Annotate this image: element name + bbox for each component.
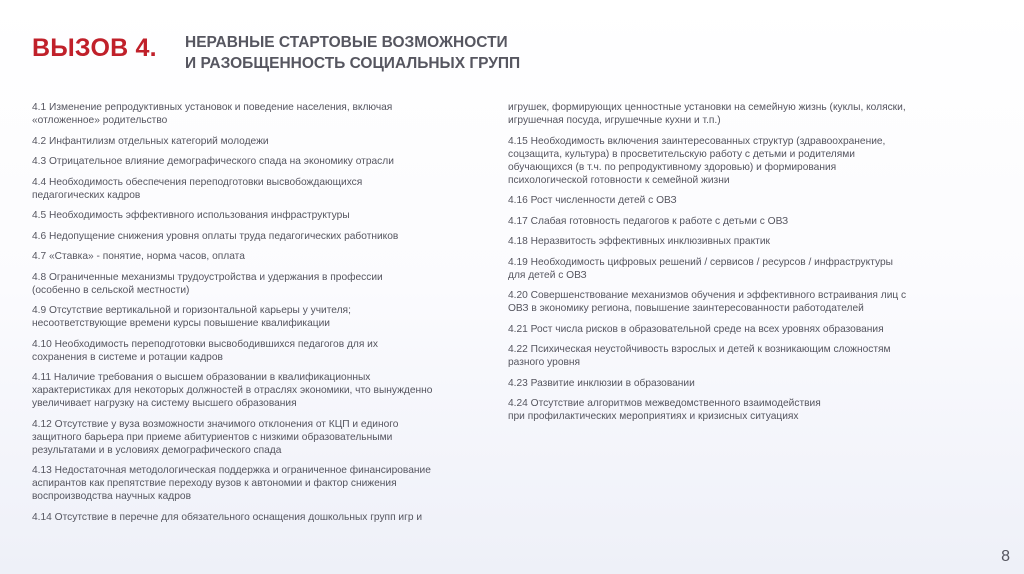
right-column — [508, 101, 978, 431]
list-item: игрушек, формирующих ценностные установки на семейную жизнь (куклы, коляски, игрушечная посуда, игрушечные кухни и т.п.) — [508, 102, 906, 126]
list-item: 4.11 Наличие требования о высшем образовании в квалификационных характеристиках для некоторых должностей в отраслях экономики, что вынужденно увеличивает нагрузку на систему высшего образования — [32, 372, 433, 409]
list-item: 4.13 Недостаточная методологическая поддержка и ограниченное финансирование аспирантов как препятствие переходу вузов к автономии и фактор снижения воспроизводства научных кадров — [32, 465, 431, 502]
list-item: 4.19 Необходимость цифровых решений / сервисов / ресурсов / инфраструктуры для детей с ОВЗ — [508, 256, 893, 281]
list-item: 4.16 Рост численности детей с ОВЗ — [508, 195, 677, 206]
list-item: 4.8 Ограниченные механизмы трудоустройства и удержания в профессии (особенно в сельской местности) — [32, 271, 383, 296]
list-item: 4.15 Необходимость включения заинтересованных структур (здравоохранение, соцзащита, культура) в просветительскую работу с детьми и родителями обучающихся (в т.ч. по репродуктивному здоровью) и формирования психологической готовности к семейной жизни — [508, 135, 886, 186]
page-number: 8 — [1001, 548, 1010, 565]
list-item: 4.18 Неразвитость эффективных инклюзивных практик — [508, 236, 770, 247]
list-item: 4.23 Развитие инклюзии в образовании — [508, 377, 695, 389]
list-item: 4.24 Отсутствие алгоритмов межведомственного взаимодействия при профилактических мероприятиях и кризисных ситуациях — [508, 398, 821, 422]
slide-title — [185, 32, 520, 74]
list-item: 4.4 Необходимость обеспечения переподготовки высвобождающихся педагогических кадров — [32, 176, 363, 201]
slide-title-line-1: НЕРАВНЫЕ СТАРТОВЫЕ ВОЗМОЖНОСТИ — [185, 34, 508, 51]
list-item: 4.1 Изменение репродуктивных установок и поведение населения, включая «отложенное» родительство — [32, 102, 393, 126]
list-item: 4.9 Отсутствие вертикальной и горизонтальной карьеры у учителя; несоответствующие времени курсы повышение квалификации — [32, 305, 351, 329]
left-column — [32, 101, 494, 531]
list-item: 4.7 «Ставка» - понятие, норма часов, оплата — [32, 251, 245, 262]
list-item: 4.10 Необходимость переподготовки высвободившихся педагогов для их сохранения в системе и ротации кадров — [32, 338, 378, 363]
list-item: 4.3 Отрицательное влияние демографического спада на экономику отрасли — [32, 156, 394, 167]
challenge-label: ВЫЗОВ 4. — [32, 34, 157, 62]
list-item: 4.14 Отсутствие в перечне для обязательного оснащения дошкольных групп игр и — [32, 511, 423, 523]
list-item: 4.5 Необходимость эффективного использования инфраструктуры — [32, 210, 350, 221]
list-item: 4.12 Отсутствие у вуза возможности значимого отклонения от КЦП и единого защитного барьера при приеме абитуриентов с низкими образовательными результатами и в условиях демографического спада — [32, 418, 399, 456]
slide-title-line-2: И РАЗОБЩЕННОСТЬ СОЦИАЛЬНЫХ ГРУПП — [185, 55, 521, 72]
list-item: 4.20 Совершенствование механизмов обучения и эффективного встраивания лиц с ОВЗ в экономику региона, повышение заинтересованности работодателей — [508, 290, 907, 314]
list-item: 4.21 Рост числа рисков в образовательной среде на всех уровнях образования — [508, 323, 884, 335]
list-item: 4.22 Психическая неустойчивость взрослых и детей к возникающим сложностям разного уровня — [508, 344, 891, 368]
list-item: 4.2 Инфантилизм отдельных категорий молодежи — [32, 135, 269, 147]
list-item: 4.17 Слабая готовность педагогов к работе с детьми с ОВЗ — [508, 215, 789, 227]
list-item: 4.6 Недопущение снижения уровня оплаты труда педагогических работников — [32, 230, 399, 242]
